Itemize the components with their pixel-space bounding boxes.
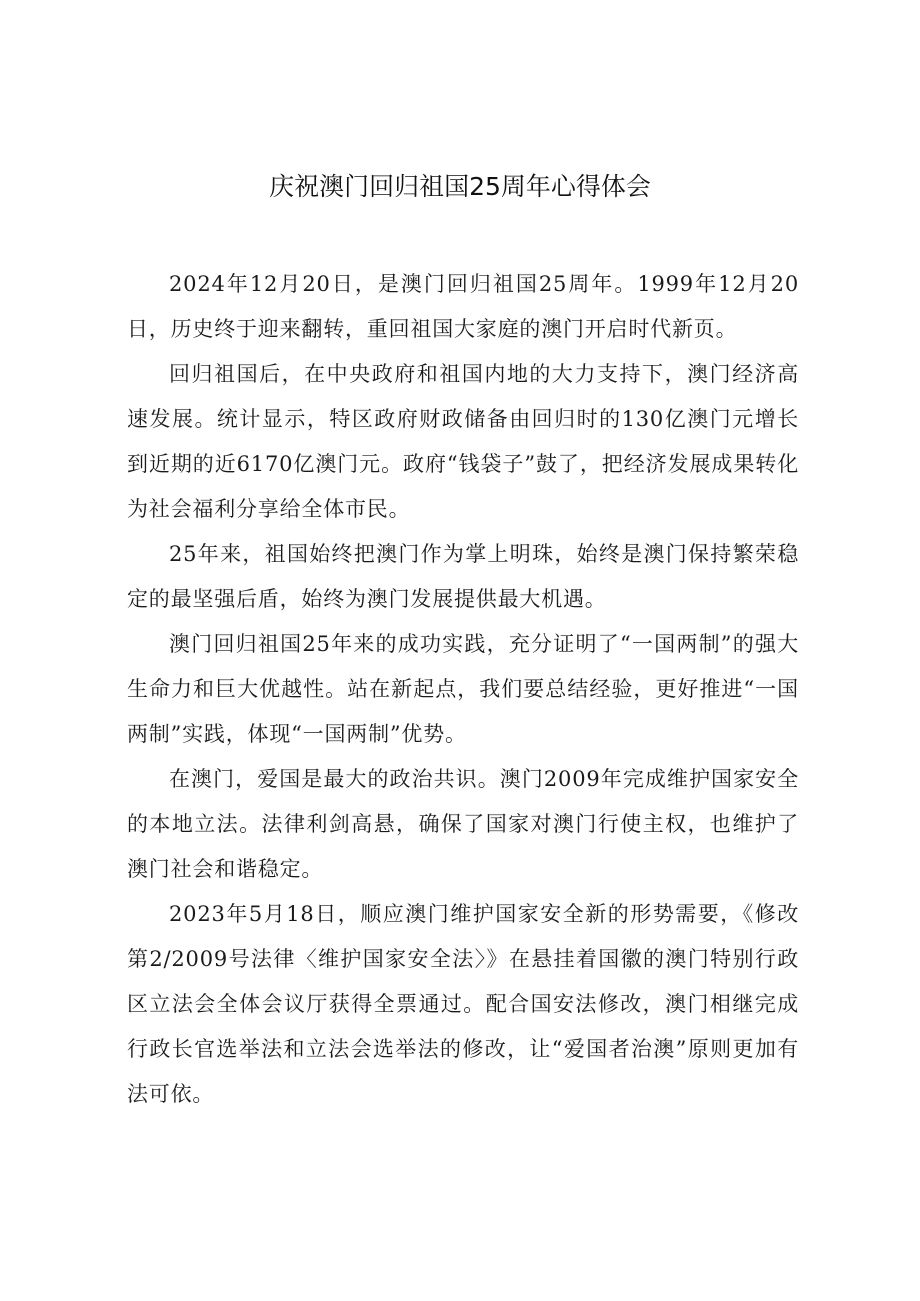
document-body (127, 262, 799, 1117)
paragraph-patriotism: 在澳门，爱国是最大的政治共识。澳门2009年完成维护国家安全的本地立法。法律利剑高悬，确保了国家对澳门行使主权，也维护了澳门社会和谐稳定。 (127, 767, 799, 881)
paragraph-anniversary: 2024年12月20日，是澳门回归祖国25周年。1999年12月20日，历史终于迎来翻转，重回祖国大家庭的澳门开启时代新页。 (127, 272, 799, 341)
paragraph-economy: 回归祖国后，在中央政府和祖国内地的大力支持下，澳门经济高速发展。统计显示，特区政府财政储备由回归时的130亿澳门元增长到近期的近6170亿澳门元。政府“钱袋子”鼓了，把经济发展成果转化为社会福利分享给全体市民。 (127, 362, 799, 521)
paragraph-support: 25年来，祖国始终把澳门作为掌上明珠，始终是澳门保持繁荣稳定的最坚强后盾，始终为澳门发展提供最大机遇。 (127, 542, 799, 611)
document-title: 庆祝澳门回归祖国25周年心得体会 (269, 172, 651, 201)
paragraph-national-security-law: 2023年5月18日，顺应澳门维护国家安全新的形势需要，《修改第2/2009号法律〈维护国家安全法〉》在悬挂着国徽的澳门特别行政区立法会全体会议厅获得全票通过。配合国安法修改，澳门相继完成行政长官选举法和立法会选举法的修改，让“爱国者治澳”原则更加有法可依。 (127, 902, 799, 1106)
paragraph-one-country-two-systems: 澳门回归祖国25年来的成功实践，充分证明了“一国两制”的强大生命力和巨大优越性。站在新起点，我们要总结经验，更好推进“一国两制”实践，体现“一国两制”优势。 (127, 632, 799, 746)
